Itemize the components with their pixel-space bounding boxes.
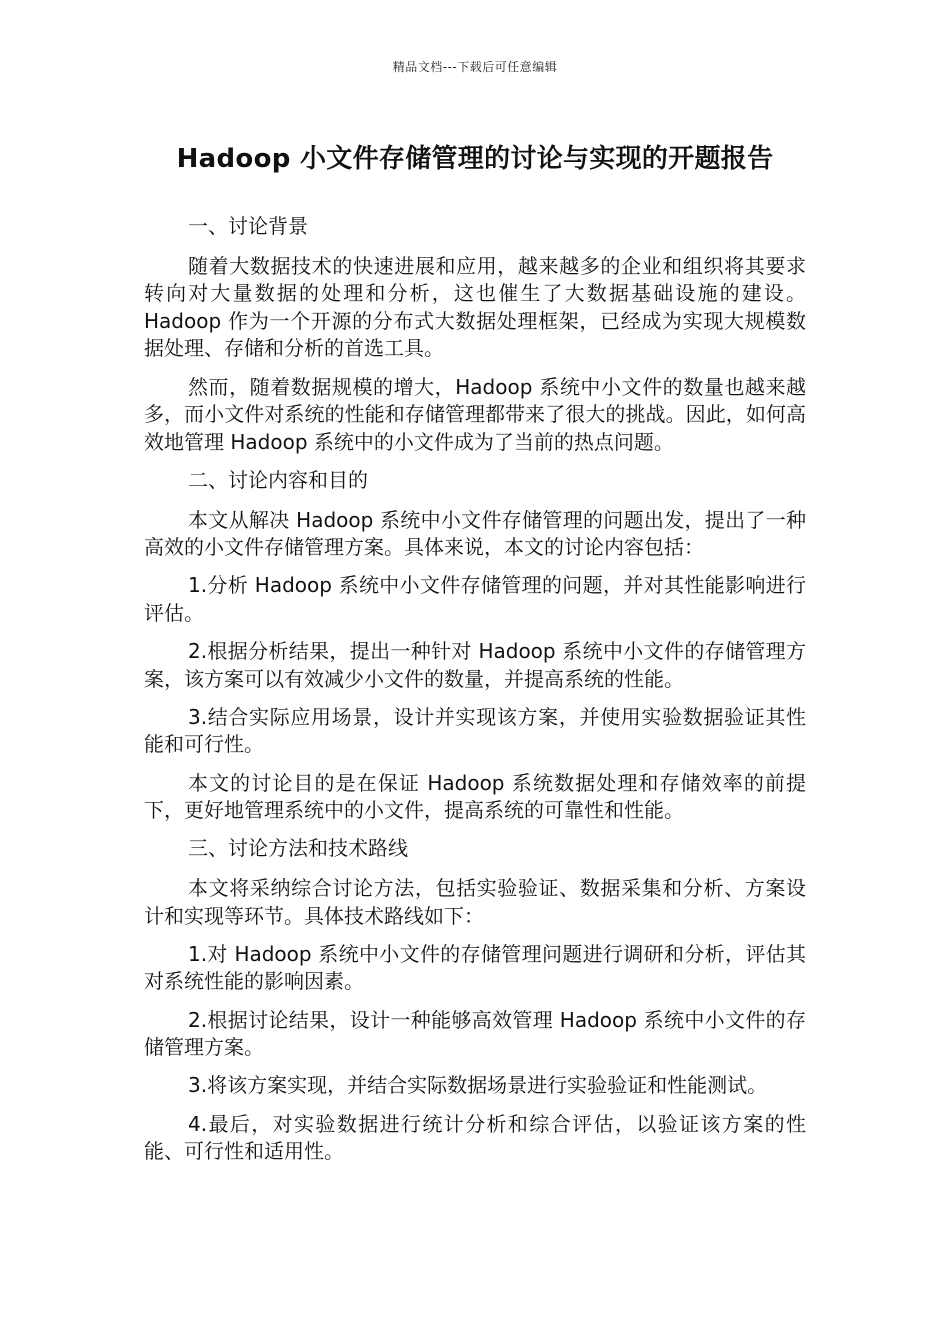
section-heading-background: 一、讨论背景 [188,214,308,238]
paragraph-method-intro: 本文将采纳综合讨论方法，包括实验验证、数据采集和分析、方案设计和实现等环节。具体技术路线如下： [144,876,806,928]
page-header: 精品文档---下载后可任意编辑 [392,60,558,74]
paragraph-route-item-3: 3.将该方案实现，并结合实际数据场景进行实验验证和性能测试。 [188,1073,768,1098]
paragraph-route-item-1: 1.对 Hadoop 系统中小文件的存储管理问题进行调研和分析，评估其对系统性能的影响因素。 [144,941,806,994]
document-body [144,213,806,1176]
paragraph-route-item-2: 2.根据讨论结果，设计一种能够高效管理 Hadoop 系统中小文件的存储管理方案。 [144,1007,806,1060]
section-heading-method-route: 三、讨论方法和技术路线 [188,836,408,861]
section-heading-content-purpose: 二、讨论内容和目的 [188,467,368,492]
paragraph-background-2: 然而，随着数据规模的增大，Hadoop 系统中小文件的数量也越来越多，而小文件对系统的性能和存储管理都带来了很大的挑战。因此，如何高效地管理 Hadoop 系统中的小文件成为了当前的热点问题。 [144,374,806,454]
paragraph-background-1: 随着大数据技术的快速进展和应用，越来越多的企业和组织将其要求转向对大量数据的处理和分析，这也催生了大数据基础设施的建设。Hadoop 作为一个开源的分布式大数据处理框架，已经成为实现大规模数据处理、存储和分析的首选工具。 [144,253,806,361]
paragraph-content-item-3: 3.结合实际应用场景，设计并实现该方案，并使用实验数据验证其性能和可行性。 [144,704,806,757]
paragraph-content-item-2: 2.根据分析结果，提出一种针对 Hadoop 系统中小文件的存储管理方案，该方案可以有效减少小文件的数量，并提高系统的性能。 [144,639,806,691]
paragraph-purpose: 本文的讨论目的是在保证 Hadoop 系统数据处理和存储效率的前提下，更好地管理系统中的小文件，提高系统的可靠性和性能。 [144,770,806,823]
paragraph-route-item-4: 4.最后，对实验数据进行统计分析和综合评估，以验证该方案的性能、可行性和适用性。 [144,1111,806,1164]
paragraph-content-item-1: 1.分析 Hadoop 系统中小文件存储管理的问题，并对其性能影响进行评估。 [144,573,806,625]
document-title: Hadoop 小文件存储管理的讨论与实现的开题报告 [176,144,774,174]
paragraph-content-intro: 本文从解决 Hadoop 系统中小文件存储管理的问题出发，提出了一种高效的小文件存储管理方案。具体来说，本文的讨论内容包括： [144,507,806,560]
